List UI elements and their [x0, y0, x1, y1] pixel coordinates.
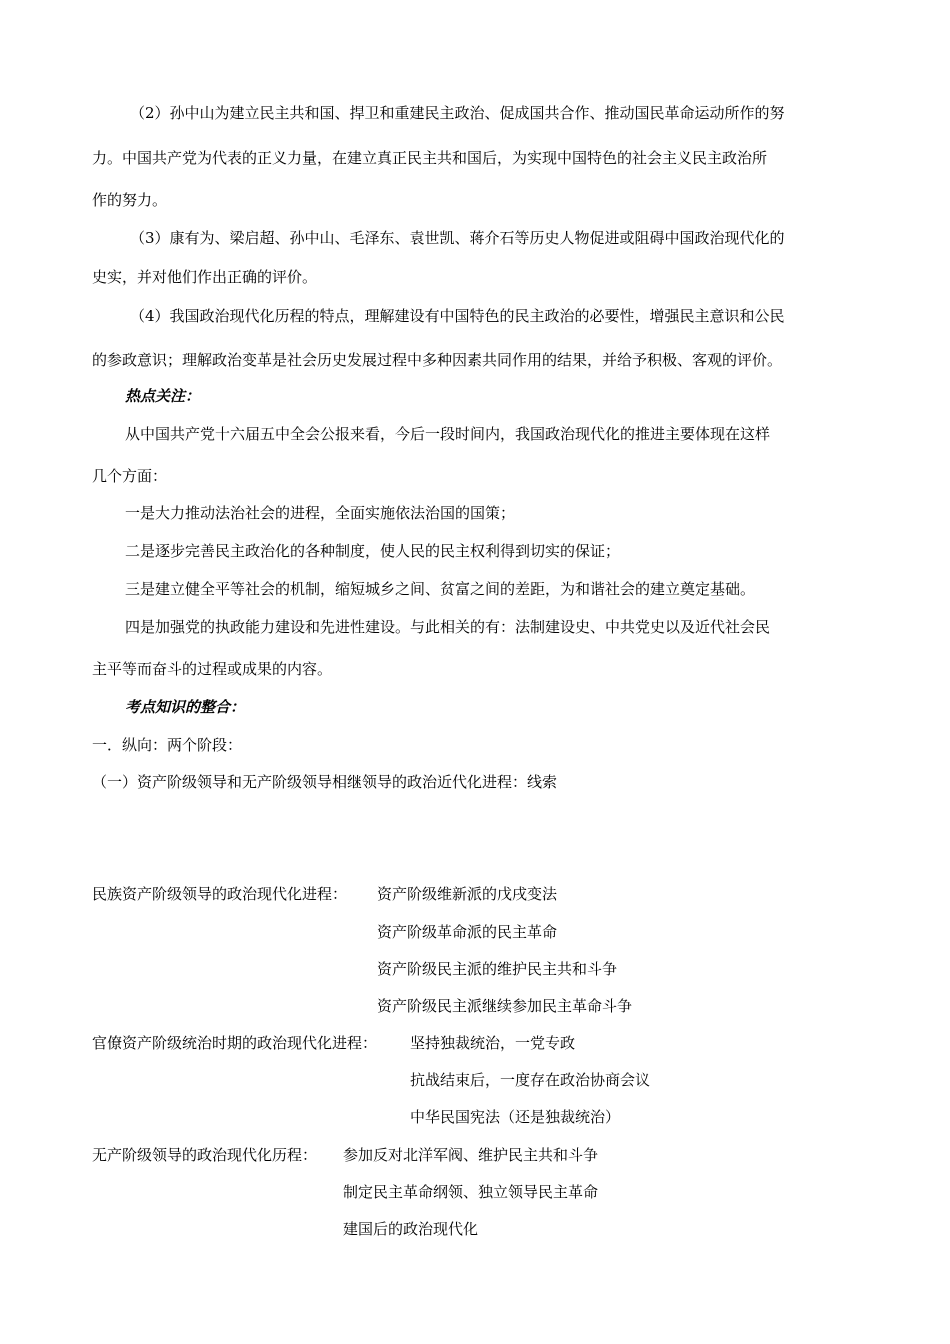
outline-group-2-item: 坚持独裁统治，一党专政	[410, 1034, 576, 1052]
section-1-heading: 一．纵向：两个阶段：	[92, 736, 243, 754]
outline-group-3-item: 建国后的政治现代化	[343, 1220, 479, 1238]
hotspot-item-2: 二是逐步完善民主政治化的各种制度，使人民的民主权利得到切实的保证；	[125, 542, 621, 560]
hotspot-item-4-line-2: 主平等而奋斗的过程或成果的内容。	[92, 660, 333, 678]
hotspot-intro-line-2: 几个方面：	[92, 467, 168, 485]
outline-group-3-item: 参加反对北洋军阀、维护民主共和斗争	[343, 1146, 599, 1164]
paragraph-4-line-1: （4）我国政治现代化历程的特点，理解建设有中国特色的民主政治的必要性，增强民主意识和公民	[130, 307, 785, 325]
hotspot-item-3: 三是建立健全平等社会的机制，缩短城乡之间、贫富之间的差距，为和谐社会的建立奠定基础。	[125, 580, 756, 598]
outline-group-3-item: 制定民主革命纲领、独立领导民主革命	[343, 1183, 599, 1201]
outline-group-1-item: 资产阶级维新派的戊戌变法	[377, 885, 558, 903]
outline-group-2-label: 官僚资产阶级统治时期的政治现代化进程：	[92, 1034, 378, 1052]
subsection-1-heading: （一）资产阶级领导和无产阶级领导相继领导的政治近代化进程：线索	[92, 773, 558, 791]
integration-heading: 考点知识的整合：	[125, 698, 246, 716]
paragraph-2-line-1: （2）孙中山为建立民主共和国、捍卫和重建民主政治、促成国共合作、推动国民革命运动所作的努	[130, 104, 785, 122]
hotspot-heading: 热点关注：	[125, 387, 201, 405]
hotspot-item-4-line-1: 四是加强党的执政能力建设和先进性建设。与此相关的有：法制建设史、中共党史以及近代社会民	[125, 618, 771, 636]
outline-group-1-label: 民族资产阶级领导的政治现代化进程：	[92, 885, 348, 903]
outline-group-2-item: 抗战结束后，一度存在政治协商会议	[410, 1071, 651, 1089]
outline-group-1-item: 资产阶级革命派的民主革命	[377, 923, 558, 941]
paragraph-3-line-1: （3）康有为、梁启超、孙中山、毛泽东、袁世凯、蒋介石等历史人物促进或阻碍中国政治现代化的	[130, 229, 785, 247]
outline-group-1-item: 资产阶级民主派的维护民主共和斗争	[377, 960, 618, 978]
outline-group-3-label: 无产阶级领导的政治现代化历程：	[92, 1146, 318, 1164]
hotspot-intro-line-1: 从中国共产党十六届五中全会公报来看，今后一段时间内，我国政治现代化的推进主要体现在这样	[125, 425, 771, 443]
outline-group-2-item: 中华民国宪法（还是独裁统治）	[410, 1108, 621, 1126]
hotspot-item-1: 一是大力推动法治社会的进程，全面实施依法治国的国策；	[125, 504, 516, 522]
outline-group-1-item: 资产阶级民主派继续参加民主革命斗争	[377, 997, 633, 1015]
paragraph-2-line-2: 力。中国共产党为代表的正义力量，在建立真正民主共和国后，为实现中国特色的社会主义民主政治所	[92, 149, 768, 167]
paragraph-3-line-2: 史实，并对他们作出正确的评价。	[92, 268, 318, 286]
paragraph-2-line-3: 作的努力。	[92, 191, 168, 209]
paragraph-4-line-2: 的参政意识；理解政治变革是社会历史发展过程中多种因素共同作用的结果，并给予积极、客观的评价。	[92, 351, 783, 369]
